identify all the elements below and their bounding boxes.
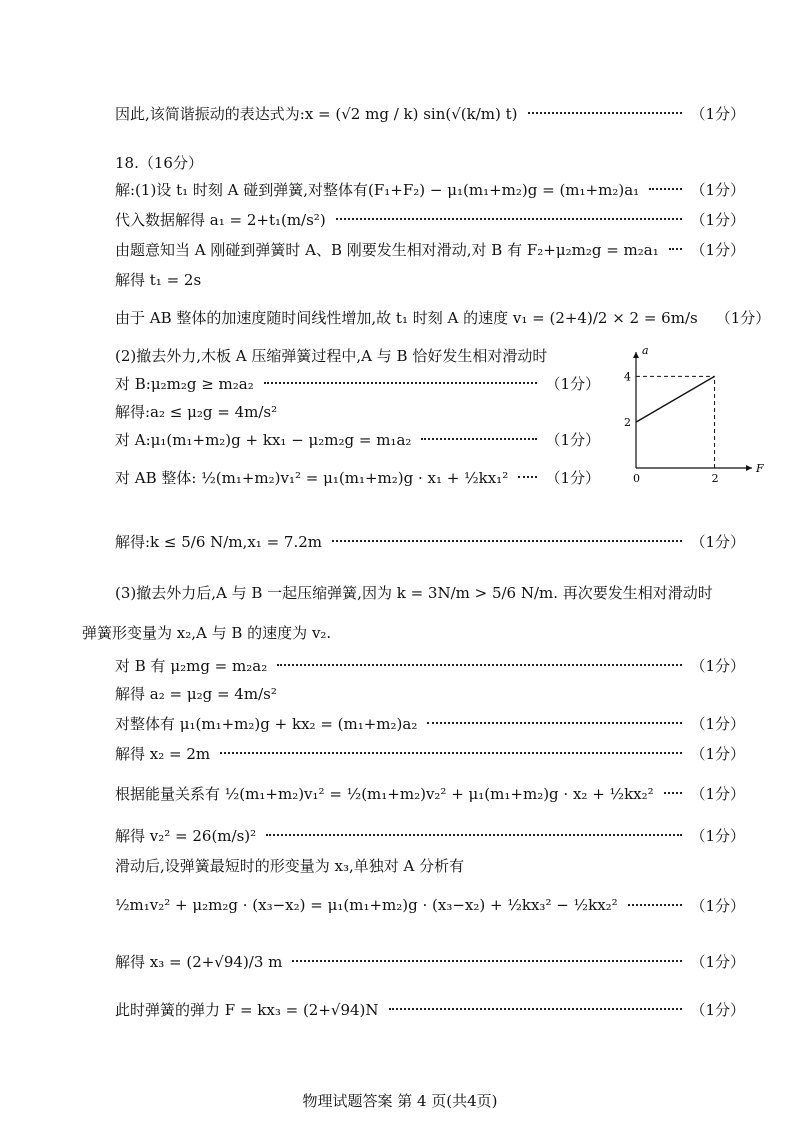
answer-text: 对 A:μ₁(m₁+m₂)g + kx₁ − μ₂m₂g = m₁a₂: [115, 430, 412, 449]
y-tick-label: 4: [624, 370, 631, 384]
answer-line: [115, 460, 600, 494]
answer-line: [115, 944, 745, 978]
x-axis-arrow: [746, 465, 752, 471]
answer-text: ½m₁v₂² + μ₂m₂g · (x₃−x₂) = μ₁(m₁+m₂)g · (x₃−x₂) + ½kx₃² − ½kx₂²: [115, 896, 618, 914]
answer-text: 解得 a₂ = μ₂g = 4m/s²: [115, 684, 277, 703]
score-label: （1分）: [715, 308, 771, 327]
score-label: （1分）: [690, 240, 745, 259]
answer-text: 对 B 有 μ₂mg = m₂a₂: [115, 656, 268, 675]
leader-dots: [266, 834, 682, 836]
answer-text: 对 AB 整体: ½(m₁+m₂)v₁² = μ₁(m₁+m₂)g · x₁ + ½kx₁²: [115, 468, 509, 487]
answer-text: (3)撤去外力后,A 与 B 一起压缩弹簧,因为 k = 3N/m > 5/6 N/m. 再次要发生相对滑动时: [115, 583, 713, 602]
answer-text: 对 B:μ₂m₂g ≥ m₂a₂: [115, 374, 254, 393]
y-tick-label: 2: [624, 416, 631, 430]
leader-dots: [518, 476, 537, 478]
answer-line: [115, 202, 745, 236]
answer-line: [115, 96, 745, 130]
leader-dots: [528, 112, 683, 114]
leader-dots: [332, 540, 682, 542]
leader-dots: [292, 960, 682, 962]
x-tick-label: 2: [711, 472, 719, 485]
score-label: （1分）: [690, 104, 745, 123]
answer-text: 解得 t₁ = 2s: [115, 270, 202, 289]
answer-text: 解得:a₂ ≤ μ₂g = 4m/s²: [115, 402, 278, 421]
x-tick-label: 0: [633, 472, 640, 485]
answer-line: [115, 848, 745, 882]
series-line: [636, 376, 715, 422]
score-label: （1分）: [545, 430, 600, 449]
answer-text: 由题意知当 A 刚碰到弹簧时 A、B 刚要发生相对滑动,对 B 有 F₂+μ₂m₂g = m₂a₁: [115, 240, 659, 259]
answer-text: 解得:k ≤ 5/6 N/m,x₁ = 7.2m: [115, 532, 322, 551]
y-axis-label: a: [642, 344, 649, 357]
score-label: （1分）: [690, 180, 745, 199]
score-label: （1分）: [690, 714, 745, 733]
score-label: （1分）: [690, 210, 745, 229]
answer-line: [115, 262, 745, 296]
x-axis-label: F: [756, 462, 764, 475]
score-label: （1分）: [545, 374, 600, 393]
answer-text: 因此,该简谐振动的表达式为:x = (√2 mg / k) sin(√(k/m) t): [115, 104, 518, 123]
answer-line: [115, 992, 745, 1026]
score-label: （1分）: [690, 656, 745, 675]
answer-text: (2)撤去外力,木板 A 压缩弹簧过程中,A 与 B 恰好发生相对滑动时: [115, 346, 548, 365]
answer-text: 18.（16分）: [115, 153, 203, 172]
answer-line: [115, 172, 745, 206]
answer-text: 解得 x₂ = 2m: [115, 744, 211, 763]
score-label: （1分）: [690, 744, 745, 763]
answer-text: 解得 v₂² = 26(m/s)²: [115, 826, 257, 845]
leader-dots: [220, 752, 682, 754]
leader-dots: [628, 904, 683, 906]
answer-text: 此时弹簧的弹力 F = kx₃ = (2+√94)N: [115, 1000, 379, 1019]
answer-line: [115, 706, 745, 740]
answer-line: [115, 422, 600, 456]
answer-line: [115, 676, 745, 710]
score-label: （1分）: [690, 826, 745, 845]
leader-dots: [664, 792, 683, 794]
answer-text: 对整体有 μ₁(m₁+m₂)g + kx₂ = (m₁+m₂)a₂: [115, 714, 418, 733]
score-label: （1分）: [690, 532, 745, 551]
leader-dots: [421, 438, 537, 440]
answer-text: 解:(1)设 t₁ 时刻 A 碰到弹簧,对整体有(F₁+F₂) − μ₁(m₁+m₂)g = (m₁+m₂)a₁: [115, 180, 640, 199]
leader-dots: [277, 664, 682, 666]
answer-line: [82, 615, 745, 649]
y-axis-arrow: [633, 352, 639, 358]
leader-dots: [336, 218, 683, 220]
leader-dots: [649, 188, 682, 190]
answer-line: [115, 524, 745, 558]
answer-line: [115, 300, 771, 334]
leader-dots: [427, 722, 682, 724]
score-label: （1分）: [545, 468, 600, 487]
answer-line: [115, 736, 745, 770]
leader-dots: [264, 382, 538, 384]
answer-line: [115, 776, 745, 810]
answer-text: 滑动后,设弹簧最短时的形变量为 x₃,单独对 A 分析有: [115, 856, 465, 875]
answer-text: 根据能量关系有 ½(m₁+m₂)v₁² = ½(m₁+m₂)v₂² + μ₁(m₁+m₂)g · x₂ + ½kx₂²: [115, 784, 654, 803]
answer-text: 由于 AB 整体的加速度随时间线性增加,故 t₁ 时刻 A 的速度 v₁ = (2+4)/2 × 2 = 6m/s: [115, 308, 698, 327]
answer-text: 弹簧形变量为 x₂,A 与 B 的速度为 v₂.: [82, 623, 332, 642]
leader-dots: [389, 1008, 683, 1010]
score-label: （1分）: [690, 896, 745, 915]
a-F-graph: [606, 344, 764, 485]
score-label: （1分）: [690, 952, 745, 971]
answer-line: [115, 888, 745, 922]
answer-line: [115, 818, 745, 852]
leader-dots: [669, 248, 683, 250]
answer-text: 代入数据解得 a₁ = 2+t₁(m/s²): [115, 210, 326, 229]
score-label: （1分）: [690, 784, 745, 803]
score-label: （1分）: [690, 1000, 745, 1019]
answer-text: 解得 x₃ = (2+√94)/3 m: [115, 952, 283, 971]
answer-line: [115, 232, 745, 266]
page-footer: 物理试题答案 第 4 页(共4页): [302, 1092, 498, 1110]
answer-line: [115, 575, 745, 609]
